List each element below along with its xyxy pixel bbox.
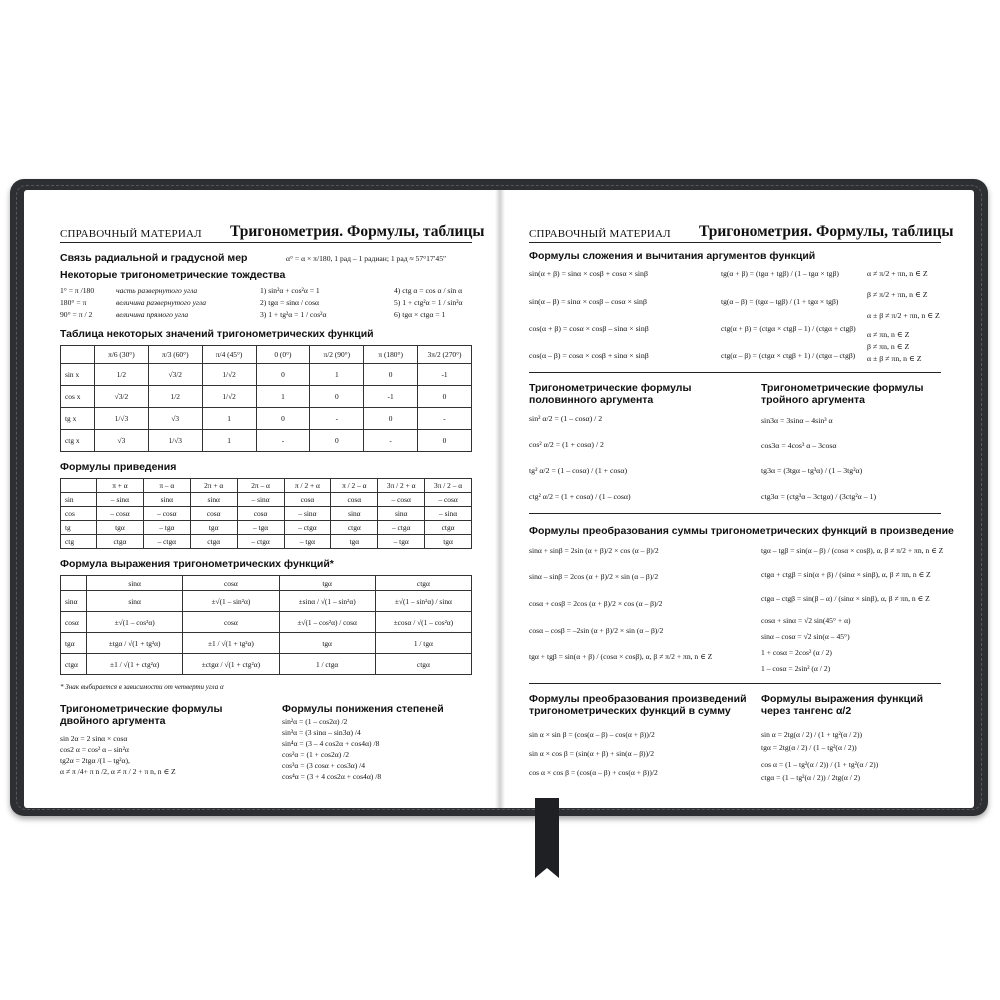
identity: 6) tgα × ctgα = 1	[394, 310, 446, 319]
reduction-table-cell: – tgα	[284, 535, 331, 549]
reduction-table-cell: – tgα	[237, 521, 284, 535]
reduction-table-cell: tgα	[331, 535, 378, 549]
identity: 3) 1 + tg²α = 1 / cos²α	[260, 310, 327, 319]
values-table-row	[61, 408, 472, 430]
reduction-table-cell: – cosα	[143, 507, 190, 521]
reduction-table-cell: ctgα	[425, 521, 472, 535]
reduction-table-cell: – sinα	[425, 507, 472, 521]
values-table-cell: 1/√2	[202, 386, 256, 408]
triple-formula: ctg3α = (ctg³α – 3ctgα) / (3ctg²α – 1)	[761, 492, 877, 501]
reduction-table-cell: sinα	[378, 507, 425, 521]
reduction-table-cell: cosα	[284, 493, 331, 507]
reduction-table-cell: – cosα	[378, 493, 425, 507]
reduction-table-cell: – ctgα	[237, 535, 284, 549]
values-table-header-cell: π/4 (45°)	[202, 346, 256, 364]
reduction-table-cell: cosα	[331, 493, 378, 507]
triple-formula: tg3α = (3tgα – tg³α) / (1 – 3tg²α)	[761, 466, 863, 475]
sum-formula: tgα + tgβ = sin(α + β) / (cosα × cosβ), α, β ≠ π/2 + πn, n ∈ Z	[529, 652, 713, 661]
values-table-cell: 0	[418, 386, 472, 408]
addition-condition: α ≠ π/2 + πn, n ∈ Z	[867, 269, 928, 278]
expression-table-cell: ±tgα / √(1 + tg²α)	[87, 633, 183, 654]
power-formula: sin⁴α = (3 – 4 cos2α + cos4α) /8	[282, 739, 380, 748]
sum-formula: tgα – tgβ = sin(α – β) / (cosα × cosβ), α, β ≠ π/2 + πn, n ∈ Z	[761, 546, 944, 555]
values-table	[60, 345, 472, 452]
values-table-cell: 1/2	[148, 386, 202, 408]
angle-label: величина развернутого угла	[116, 298, 206, 307]
values-table-row-label: sin x	[61, 364, 95, 386]
values-table-header-cell: 3π/2 (270°)	[418, 346, 472, 364]
reduction-table-header-cell: π + α	[97, 479, 144, 493]
sum-formula: 1 – cosα = 2sin² (α / 2)	[761, 664, 831, 673]
reduction-table-row	[61, 493, 472, 507]
addition-condition: α ± β ≠ πn, n ∈ Z	[867, 354, 922, 363]
reduction-table-cell: – tgα	[378, 535, 425, 549]
section-power-reduction: Формулы понижения степеней	[282, 703, 444, 715]
power-formula: cos⁴α = (3 + 4 cos2α + cos4α) /8	[282, 772, 382, 781]
values-table-cell: 1	[310, 364, 364, 386]
values-table-cell: 1/√3	[95, 408, 149, 430]
half-formula: sin² α/2 = (1 – cosα) / 2	[529, 414, 603, 423]
expression-table-cell: ±√(1 – sin²α) / sinα	[375, 591, 471, 612]
expression-table-header-cell: ctgα	[375, 576, 471, 591]
reduction-table-cell: cosα	[237, 507, 284, 521]
section-expression: Формула выражения тригонометрических функций*	[60, 558, 334, 570]
reduction-table-cell: tgα	[425, 535, 472, 549]
sum-formula: cosα + cosβ = 2cos (α + β)/2 × cos (α – β)/2	[529, 599, 663, 608]
expression-table-row	[61, 633, 472, 654]
reduction-table-row-label: sin	[61, 493, 97, 507]
reduction-table-cell: – ctgα	[143, 535, 190, 549]
sum-formula: cosα + sinα = √2 sin(45° + α)	[761, 616, 851, 625]
addition-formula: sin(α – β) = sinα × cosβ – cosα × sinβ	[529, 297, 647, 306]
expression-table-header-row	[61, 576, 472, 591]
angle-formula: 90° = π / 2	[60, 310, 93, 319]
expression-table-row	[61, 612, 472, 633]
section-double-argument: Тригонометрические формулы двойного аргумента	[60, 703, 223, 727]
addition-formula: cos(α – β) = cosα × cosβ + sinα × sinβ	[529, 351, 649, 360]
values-table-cell: 0	[364, 408, 418, 430]
power-formula: cos²α = (1 + cos2α) /2	[282, 750, 350, 759]
half-formula: cos² α/2 = (1 + cosα) / 2	[529, 440, 604, 449]
reduction-table-row-label: ctg	[61, 535, 97, 549]
values-table-cell: 0	[310, 386, 364, 408]
section-addition: Формулы сложения и вычитания аргументов функций	[529, 250, 816, 262]
reduction-table-cell: cosα	[190, 507, 237, 521]
values-table-cell: 0	[256, 408, 310, 430]
reduction-table-cell: – sinα	[237, 493, 284, 507]
addition-condition: β ≠ πn, n ∈ Z	[867, 342, 910, 351]
section-values-table: Таблица некоторых значений тригонометрических функций	[60, 328, 374, 340]
reduction-table-cell: – cosα	[97, 507, 144, 521]
values-table-cell: 1	[256, 386, 310, 408]
angle-label: величина прямого угла	[116, 310, 189, 319]
values-table-row	[61, 430, 472, 452]
values-table-row-label: cos x	[61, 386, 95, 408]
reduction-table-row	[61, 535, 472, 549]
values-table-cell: 1/√2	[202, 364, 256, 386]
addition-tg-formula: tg(α – β) = (tgα – tgβ) / (1 + tgα × tgβ)	[721, 297, 839, 306]
sum-formula: cosα – cosβ = –2sin (α + β)/2 × sin (α – β)/2	[529, 626, 664, 635]
reduction-table-cell: sinα	[143, 493, 190, 507]
angle-label: часть развернутого угла	[116, 286, 198, 295]
addition-formula: sin(α + β) = sinα × cosβ + cosα × sinβ	[529, 269, 648, 278]
reduction-table-header-cell: 2π + α	[190, 479, 237, 493]
sum-formula: ctgα – ctgβ = sin(β – α) / (sinα × sinβ), α, β ≠ πn, n ∈ Z	[761, 594, 930, 603]
product-formula: cos α × cos β = (cos(α – β) + cos(α + β))/2	[529, 768, 658, 777]
right-header-label: СПРАВОЧНЫЙ МАТЕРИАЛ	[529, 228, 671, 240]
values-table-header-cell: π (180°)	[364, 346, 418, 364]
values-table-cell: 1	[202, 430, 256, 452]
section-reduction: Формулы приведения	[60, 461, 177, 473]
section-rule	[529, 683, 941, 684]
reduction-table-header-cell: π / 2 – α	[331, 479, 378, 493]
reduction-table-cell: sinα	[331, 507, 378, 521]
double-formula: sin 2α = 2 sinα × cosα	[60, 734, 128, 743]
values-table-cell: 0	[418, 430, 472, 452]
expression-table-row	[61, 591, 472, 612]
values-table-row	[61, 364, 472, 386]
expression-footnote: * Знак выбирается в зависимости от четверти угла α	[60, 683, 224, 691]
values-table-header-cell: π/3 (60°)	[148, 346, 202, 364]
bookmark-ribbon-tail	[535, 868, 559, 878]
identity: 2) tgα = sinα / cosα	[260, 298, 320, 307]
section-sum-to-product: Формулы преобразования суммы тригонометрических функций в произведение	[529, 525, 954, 537]
reduction-table-row	[61, 507, 472, 521]
notebook-cover	[10, 179, 988, 816]
tangent-formula: cos α = (1 – tg²(α / 2)) / (1 + tg²(α / 2))	[761, 760, 879, 769]
values-table-cell: √3/2	[148, 364, 202, 386]
reduction-table-cell: sinα	[190, 493, 237, 507]
addition-condition: α ≠ πn, n ∈ Z	[867, 330, 910, 339]
values-table-row	[61, 386, 472, 408]
expression-table-cell: ±√(1 – sin²α)	[183, 591, 279, 612]
expression-table-cell: ctgα	[375, 654, 471, 675]
reduction-table-cell: ctgα	[190, 535, 237, 549]
expression-table-cell: ±sinα / √(1 – sin²α)	[279, 591, 375, 612]
values-table-cell: -	[256, 430, 310, 452]
values-table-row-label: ctg x	[61, 430, 95, 452]
section-rule	[529, 513, 941, 514]
values-table-cell: 0	[256, 364, 310, 386]
values-table-cell: -	[418, 408, 472, 430]
addition-ctg-formula: ctg(α + β) = (ctgα × ctgβ – 1) / (ctgα + ctgβ)	[721, 324, 856, 333]
tangent-formula: tgα = 2tg(α / 2) / (1 – tg²(α / 2))	[761, 743, 857, 752]
values-table-cell: -1	[364, 386, 418, 408]
reduction-table	[60, 478, 472, 549]
values-table-header-row	[61, 346, 472, 364]
addition-condition: α ± β ≠ π/2 + πn, n ∈ Z	[867, 311, 940, 320]
sum-formula: sinα – cosα = √2 sin(α – 45°)	[761, 632, 850, 641]
values-table-header-cell: 0 (0°)	[256, 346, 310, 364]
power-formula: cos³α = (3 cosα + cos3α) /4	[282, 761, 366, 770]
values-table-cell: 1	[202, 408, 256, 430]
identity: 4) ctg α = cos α / sin α	[394, 286, 463, 295]
expression-table-cell: sinα	[87, 591, 183, 612]
section-rule	[529, 372, 941, 373]
identity: 5) 1 + ctg²α = 1 / sin²α	[394, 298, 463, 307]
expression-table-row-label: cosα	[61, 612, 87, 633]
double-formula: tg2α = 2tgα /(1 – tg²α),	[60, 756, 130, 765]
addition-condition: β ≠ π/2 + πn, n ∈ Z	[867, 290, 928, 299]
expression-table	[60, 575, 472, 675]
expression-table-cell: ±1 / √(1 + tg²α)	[183, 633, 279, 654]
section-tangent-half: Формулы выражения функций через тангенс α/2	[761, 693, 924, 717]
sum-formula: ctgα + ctgβ = sin(α + β) / (sinα × sinβ), α, β ≠ πn, n ∈ Z	[761, 570, 931, 579]
values-table-cell: 0	[364, 364, 418, 386]
values-table-header-cell	[61, 346, 95, 364]
reduction-table-row	[61, 521, 472, 535]
values-table-cell: 1/√3	[148, 430, 202, 452]
addition-formula: cos(α + β) = cosα × cosβ – sinα × sinβ	[529, 324, 649, 333]
reduction-table-row-label: tg	[61, 521, 97, 535]
reduction-table-cell: ctgα	[97, 535, 144, 549]
reduction-table-cell: ctgα	[331, 521, 378, 535]
right-header-title: Тригонометрия. Формулы, таблицы	[699, 223, 954, 240]
product-formula: sin α × cos β = (sin(α + β) + sin(α – β))/2	[529, 749, 655, 758]
expression-table-cell: ±√(1 – cos²α)	[87, 612, 183, 633]
angle-formula: 1° = π /180	[60, 286, 95, 295]
reduction-table-header-cell	[61, 479, 97, 493]
expression-table-cell: cosα	[183, 612, 279, 633]
reduction-table-cell: – cosα	[425, 493, 472, 507]
expression-table-row-label: ctgα	[61, 654, 87, 675]
triple-formula: sin3α = 3sinα – 4sin³ α	[761, 416, 833, 425]
reduction-table-cell: – tgα	[143, 521, 190, 535]
reduction-table-cell: – ctgα	[378, 521, 425, 535]
section-half-argument: Тригонометрические формулы половинного аргумента	[529, 382, 692, 406]
expression-table-cell: ±√(1 – cos²α) / cosα	[279, 612, 375, 633]
expression-table-cell: ±ctgα / √(1 + ctg²α)	[183, 654, 279, 675]
reduction-table-header-cell: 2π – α	[237, 479, 284, 493]
bookmark-ribbon[interactable]	[535, 798, 559, 876]
expression-table-cell: ±cosα / √(1 – cos²α)	[375, 612, 471, 633]
double-formula: cos2 α = cos² α – sin²α	[60, 745, 129, 754]
values-table-cell: √3/2	[95, 386, 149, 408]
addition-tg-formula: tg(α + β) = (tgα + tgβ) / (1 – tgα × tgβ)	[721, 269, 839, 278]
identity: 1) sin²α + cos²α = 1	[260, 286, 320, 295]
values-table-cell: -	[310, 408, 364, 430]
half-formula: ctg² α/2 = (1 + cosα) / (1 – cosα)	[529, 492, 631, 501]
tangent-formula: ctgα = (1 – tg²(α / 2)) / 2tg(α / 2)	[761, 773, 861, 782]
expression-table-header-cell: sinα	[87, 576, 183, 591]
expression-table-cell: ±1 / √(1 + ctg²α)	[87, 654, 183, 675]
section-product-to-sum: Формулы преобразования произведений тригонометрических функций в сумму	[529, 693, 747, 717]
section-radian: Связь радиальной и градусной мер	[60, 252, 248, 264]
left-header-label: СПРАВОЧНЫЙ МАТЕРИАЛ	[60, 228, 202, 240]
sum-formula: sinα + sinβ = 2sin (α + β)/2 × cos (α – β)/2	[529, 546, 659, 555]
triple-formula: cos3α = 4cos³ α – 3cosα	[761, 441, 837, 450]
reduction-table-cell: – ctgα	[284, 521, 331, 535]
left-page	[24, 190, 499, 808]
expression-table-cell: 1 / tgα	[375, 633, 471, 654]
half-formula: tg² α/2 = (1 – cosα) / (1 + cosα)	[529, 466, 628, 475]
expression-table-cell: tgα	[279, 633, 375, 654]
section-triple-argument: Тригонометрические формулы тройного аргумента	[761, 382, 924, 406]
expression-table-row	[61, 654, 472, 675]
tangent-formula: sin α = 2tg(α / 2) / (1 + tg²(α / 2))	[761, 730, 863, 739]
values-table-cell: -1	[418, 364, 472, 386]
section-identities: Некоторые тригонометрические тождества	[60, 269, 286, 281]
product-formula: sin α × sin β = (cos(α – β) – cos(α + β))/2	[529, 730, 655, 739]
left-header-title: Тригонометрия. Формулы, таблицы	[230, 223, 485, 240]
sum-formula: 1 + cosα = 2cos² (α / 2)	[761, 648, 832, 657]
book-spine-shadow	[495, 190, 505, 808]
values-table-cell: √3	[148, 408, 202, 430]
reduction-table-cell: tgα	[97, 521, 144, 535]
reduction-table-header-cell: 3π / 2 – α	[425, 479, 472, 493]
values-table-cell: √3	[95, 430, 149, 452]
radian-formula: α° = α × π/180, 1 рад – 1 радиан; 1 рад ≈ 57°17′45″	[286, 254, 447, 263]
reduction-table-cell: – sinα	[97, 493, 144, 507]
reduction-table-header-cell: 3π / 2 + α	[378, 479, 425, 493]
expression-table-header-cell: cosα	[183, 576, 279, 591]
left-header-rule	[60, 242, 472, 243]
reduction-table-cell: tgα	[190, 521, 237, 535]
expression-table-header-cell: tgα	[279, 576, 375, 591]
reduction-table-header-cell: π – α	[143, 479, 190, 493]
values-table-cell: -	[364, 430, 418, 452]
values-table-header-cell: π/2 (90°)	[310, 346, 364, 364]
double-formula: α ≠ π /4+ π n /2, α ≠ π / 2 + π n, n ∈ Z	[60, 767, 176, 776]
expression-table-header-cell	[61, 576, 87, 591]
right-header-rule	[529, 242, 941, 243]
values-table-row-label: tg x	[61, 408, 95, 430]
expression-table-row-label: tgα	[61, 633, 87, 654]
right-page	[499, 190, 974, 808]
values-table-cell: 1/2	[95, 364, 149, 386]
angle-formula: 180° = π	[60, 298, 87, 307]
reduction-table-row-label: cos	[61, 507, 97, 521]
addition-ctg-formula: ctg(α – β) = (ctgα × ctgβ + 1) / (ctgα – ctgβ)	[721, 351, 856, 360]
power-formula: sin³α = (3 sinα – sin3α) /4	[282, 728, 361, 737]
expression-table-cell: 1 / ctgα	[279, 654, 375, 675]
sum-formula: sinα – sinβ = 2cos (α + β)/2 × sin (α – β)/2	[529, 572, 659, 581]
reduction-table-cell: – sinα	[284, 507, 331, 521]
reduction-table-header-row	[61, 479, 472, 493]
reduction-table-header-cell: π / 2 + α	[284, 479, 331, 493]
values-table-cell: 0	[310, 430, 364, 452]
power-formula: sin²α = (1 – cos2α) /2	[282, 717, 348, 726]
expression-table-row-label: sinα	[61, 591, 87, 612]
values-table-header-cell: π/6 (30°)	[95, 346, 149, 364]
